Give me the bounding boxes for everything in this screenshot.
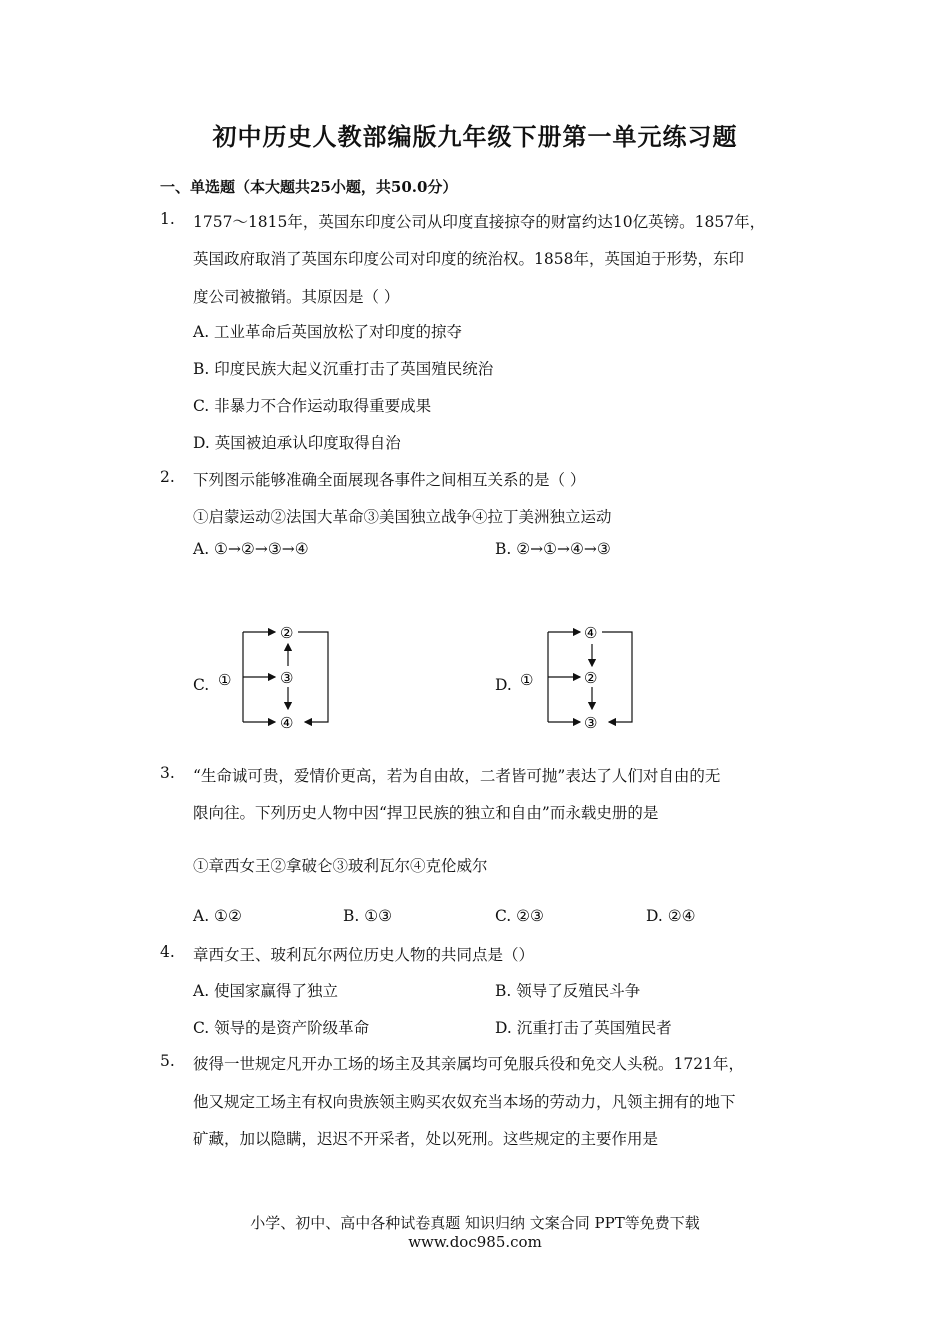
footer-link[interactable]: www.doc985.com [408,1233,542,1251]
footer-text: 小学、初中、高中各种试卷真题 知识归纳 文案合同 PPT等免费下载 [250,1214,700,1232]
diagram-c-node-2: ② [280,624,294,642]
option-d[interactable]: D. 沉重打击了英国殖民者 [495,1019,672,1037]
question-text-line: 他又规定工场主有权向贵族领主购买农奴充当本场的劳动力，凡领主拥有的地下 [193,1093,736,1111]
question-text-line: ①启蒙运动②法国大革命③美国独立战争④拉丁美洲独立运动 [193,508,612,526]
option-b[interactable]: B. ②→①→④→③ [495,540,611,558]
page-title: 初中历史人教部编版九年级下册第一单元练习题 [212,122,738,151]
option-c[interactable]: C. [193,676,210,694]
option-b[interactable]: B. 印度民族大起义沉重打击了英国殖民统治 [193,360,494,378]
diagram-c [210,618,340,730]
option-c[interactable]: C. ②③ [495,907,544,925]
diagram-c-node-3: ③ [280,669,294,687]
question-number: 3. [160,764,175,782]
diagram-c-node-1: ① [218,671,232,689]
option-a[interactable]: A. ①→②→③→④ [193,540,309,558]
question-text-line: 章西女王、玻利瓦尔两位历史人物的共同点是（） [193,946,535,964]
option-d[interactable]: D. ②④ [646,907,696,925]
question-text-line: 限向往。下列历史人物中因“捍卫民族的独立和自由”而永载史册的是 [193,804,659,822]
question-text-line: “生命诚可贵，爱情价更高，若为自由故，二者皆可抛”表达了人们对自由的无 [193,767,721,785]
option-b[interactable]: B. ①③ [343,907,393,925]
diagram-d [512,618,642,730]
option-c[interactable]: C. 非暴力不合作运动取得重要成果 [193,397,432,415]
option-a[interactable]: A. 工业革命后英国放松了对印度的掠夺 [193,323,463,341]
section-heading: 一、单选题（本大题共25小题，共50.0分） [160,178,458,196]
option-a[interactable]: A. 使国家赢得了独立 [193,982,339,1000]
diagram-d-node-3: ③ [584,714,598,730]
question-number: 1. [160,210,175,228]
question-text-line: 下列图示能够准确全面展现各事件之间相互关系的是（ ） [193,471,586,489]
question-text-line: ①章西女王②拿破仑③玻利瓦尔④克伦威尔 [193,857,488,875]
diagram-c-node-4: ④ [280,714,294,730]
question-text-line: 彼得一世规定凡开办工场的场主及其亲属均可免服兵役和免交人头税。1721年， [193,1055,744,1073]
question-number: 2. [160,468,175,486]
question-number: 4. [160,943,175,961]
diagram-d-node-2: ② [584,669,598,687]
diagram-d-node-1: ① [520,671,534,689]
option-c[interactable]: C. 领导的是资产阶级革命 [193,1019,370,1037]
option-b[interactable]: B. 领导了反殖民斗争 [495,982,641,1000]
question-text-line: 矿藏，加以隐瞒，迟迟不开采者，处以死刑。这些规定的主要作用是 [193,1130,659,1148]
question-text-line: 度公司被撤销。其原因是（ ） [193,288,400,306]
option-d[interactable]: D. [495,676,512,694]
option-a[interactable]: A. ①② [193,907,242,925]
question-text-line: 英国政府取消了英国东印度公司对印度的统治权。1858年，英国迫于形势，东印 [193,250,744,268]
option-d[interactable]: D. 英国被迫承认印度取得自治 [193,434,401,452]
question-number: 5. [160,1052,175,1070]
question-text-line: 1757～1815年，英国东印度公司从印度直接掠夺的财富约达10亿英镑。1857年， [193,213,766,231]
diagram-d-node-4: ④ [584,624,598,642]
